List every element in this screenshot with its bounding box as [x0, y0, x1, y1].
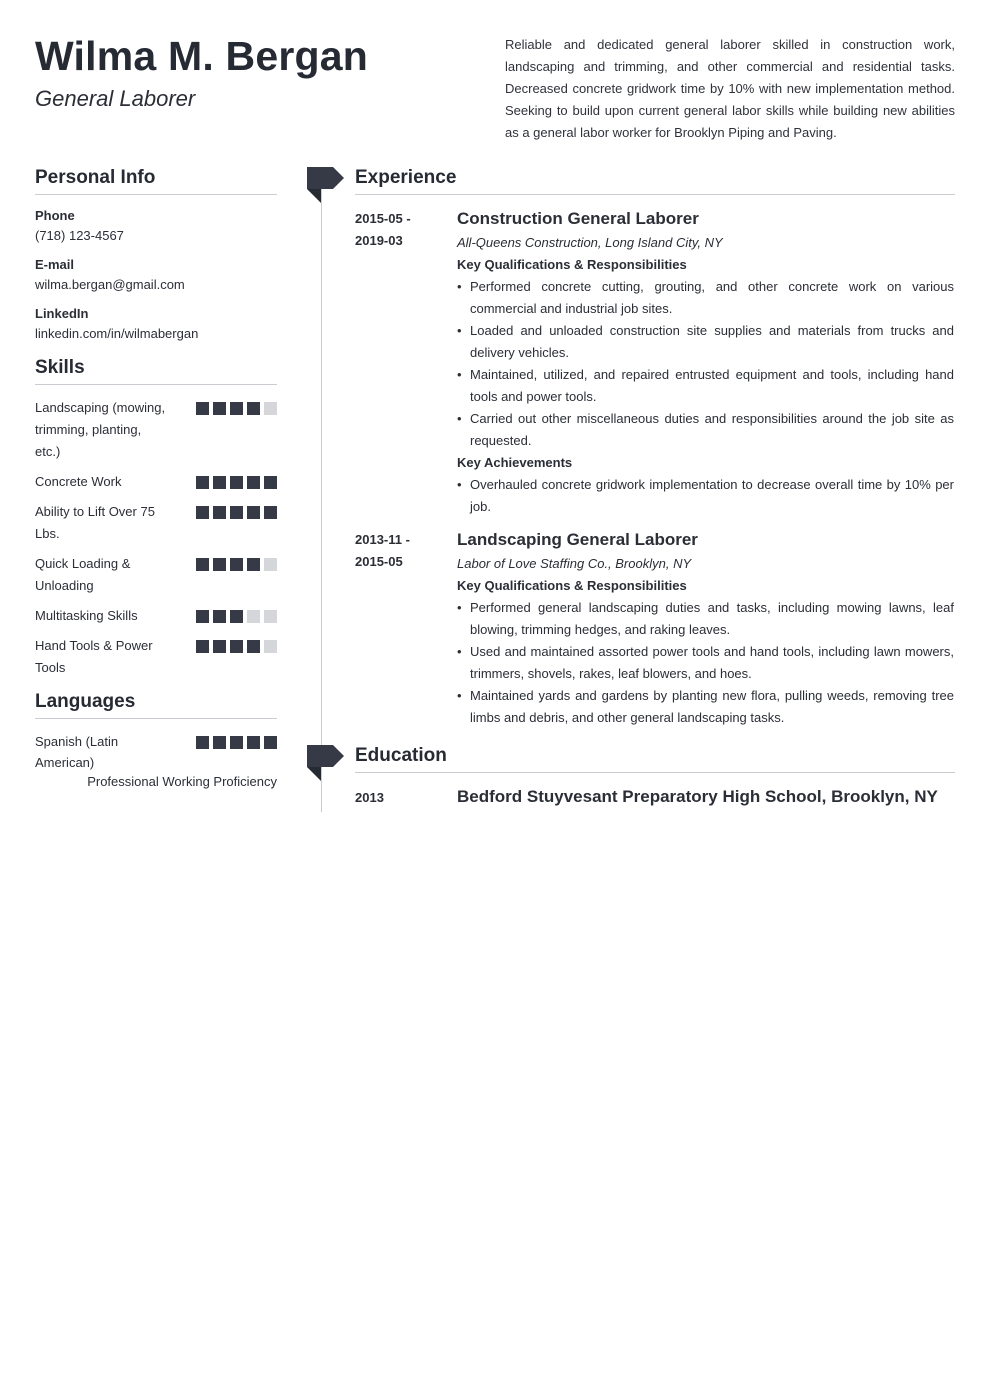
rating-dot-filled [247, 476, 260, 489]
skill-row [35, 553, 277, 597]
skill-rating [196, 506, 277, 519]
rating-dot-empty [247, 610, 260, 623]
rating-dot-filled [230, 610, 243, 623]
experience-flag-icon [307, 167, 344, 205]
rating-dot-filled [247, 402, 260, 415]
language-proficiency: Professional Working Proficiency [87, 774, 277, 789]
list-item: • Performed general landscaping duties and tasks, including mowing lawns, leaf blowing, trimming hedges, and raking leaves. [457, 597, 954, 641]
skill-name: Quick Loading & Unloading [35, 556, 131, 593]
job-date: 2013-11 - 2015-05 [355, 532, 410, 569]
personal-info-email [35, 256, 277, 296]
phone-label: Phone [35, 208, 75, 223]
job-date: 2015-05 - 2019-03 [355, 211, 411, 248]
linkedin-label: LinkedIn [35, 306, 89, 321]
personal-info-phone [35, 207, 277, 247]
job-body [457, 529, 954, 729]
skills-list [35, 397, 277, 679]
job-company: Labor of Love Staffing Co., Brooklyn, NY [457, 556, 692, 571]
rating-dot-filled [264, 506, 277, 519]
languages-list [35, 731, 277, 791]
language-row [35, 731, 277, 773]
skill-rating [196, 610, 277, 623]
rating-dot-filled [247, 640, 260, 653]
rating-dot-filled [213, 640, 226, 653]
rating-dot-filled [247, 736, 260, 749]
rating-dot-filled [213, 558, 226, 571]
phone-value: (718) 123-4567 [35, 228, 124, 243]
skill-rating [196, 476, 277, 489]
summary-paragraph: Reliable and dedicated general laborer skilled in construction work, landscaping and trimming, and other commercial and residential tasks. Decreased concrete gridwork time by 10% with new implementation method. Seeking to build upon current general labor skills while building new abilities as a general labor worker for Brooklyn Piping and Paving. [505, 37, 955, 140]
candidate-name: Wilma M. Bergan [35, 33, 368, 79]
rating-dot-filled [230, 736, 243, 749]
qualifications-heading: Key Qualifications & Responsibilities [457, 578, 687, 593]
rating-dot-empty [264, 558, 277, 571]
skill-row [35, 397, 277, 463]
experience-section [355, 167, 955, 729]
rating-dot-filled [264, 476, 277, 489]
rating-dot-filled [247, 558, 260, 571]
skill-rating [196, 558, 277, 571]
education-section [355, 745, 955, 808]
linkedin-value: linkedin.com/in/wilmabergan [35, 326, 199, 341]
skill-rating [196, 640, 277, 653]
rating-dot-filled [196, 736, 209, 749]
skills-title: Skills [35, 357, 277, 385]
rating-dot-filled [196, 610, 209, 623]
education-title: Education [355, 745, 955, 773]
education-school: Bedford Stuyvesant Preparatory High School, Brooklyn, NY [457, 787, 938, 806]
email-value: wilma.bergan@gmail.com [35, 277, 185, 292]
rating-dot-filled [213, 402, 226, 415]
rating-dot-filled [196, 640, 209, 653]
skill-row [35, 471, 277, 493]
email-label: E-mail [35, 257, 75, 272]
experience-title: Experience [355, 167, 955, 195]
rating-dot-empty [264, 610, 277, 623]
job-body [457, 208, 954, 518]
job-entry [355, 208, 955, 518]
rating-dot-filled [196, 506, 209, 519]
skill-name: Ability to Lift Over 75 Lbs. [35, 504, 155, 541]
personal-info-title: Personal Info [35, 167, 277, 195]
rating-dot-filled [213, 506, 226, 519]
timeline-line [321, 180, 322, 812]
list-item: • Loaded and unloaded construction site supplies and materials from trucks and delivery vehicles. [457, 320, 954, 364]
rating-dot-filled [213, 476, 226, 489]
rating-dot-filled [196, 476, 209, 489]
language-rating [196, 736, 277, 749]
rating-dot-filled [213, 610, 226, 623]
list-item: • Maintained yards and gardens by planting new flora, pulling weeds, removing tree limbs and debris, and other general landscaping tasks. [457, 685, 954, 729]
left-column [35, 167, 277, 791]
responsibilities-list [457, 597, 954, 729]
rating-dot-filled [230, 640, 243, 653]
job-role: General Laborer [35, 86, 196, 111]
skill-row [35, 501, 277, 545]
rating-dot-filled [230, 558, 243, 571]
skill-name: Landscaping (mowing, trimming, planting, etc.) [35, 400, 166, 459]
rating-dot-filled [230, 476, 243, 489]
skill-name: Multitasking Skills [35, 608, 138, 623]
rating-dot-filled [230, 506, 243, 519]
education-entry [355, 786, 955, 808]
rating-dot-empty [264, 402, 277, 415]
rating-dot-filled [264, 736, 277, 749]
skill-rating [196, 402, 277, 415]
language-name: Spanish (Latin American) [35, 734, 119, 770]
qualifications-heading: Key Qualifications & Responsibilities [457, 257, 687, 272]
list-item: • Used and maintained assorted power tools and hand tools, including lawn mowers, trimmers, shovels, rakes, leaf blowers, and hoes. [457, 641, 954, 685]
skill-name: Concrete Work [35, 474, 122, 489]
job-title: Construction General Laborer [457, 209, 699, 228]
job-title: Landscaping General Laborer [457, 530, 698, 549]
skill-name: Hand Tools & Power Tools [35, 638, 153, 675]
education-year: 2013 [355, 790, 384, 805]
achievements-heading: Key Achievements [457, 455, 573, 470]
rating-dot-filled [213, 736, 226, 749]
list-item: • Performed concrete cutting, grouting, and other concrete work on various commercial and industrial job sites. [457, 276, 954, 320]
skill-row [35, 635, 277, 679]
rating-dot-filled [230, 402, 243, 415]
responsibilities-list [457, 276, 954, 452]
list-item: • Overhauled concrete gridwork implementation to decrease overall time by 10% per job. [457, 474, 954, 518]
rating-dot-empty [264, 640, 277, 653]
job-entry [355, 529, 955, 729]
rating-dot-filled [196, 558, 209, 571]
languages-title: Languages [35, 691, 277, 719]
rating-dot-filled [196, 402, 209, 415]
personal-info-linkedin [35, 305, 277, 345]
skill-row [35, 605, 277, 627]
list-item: • Carried out other miscellaneous duties and responsibilities around the job site as requested. [457, 408, 954, 452]
job-company: All-Queens Construction, Long Island City, NY [457, 235, 723, 250]
achievements-list [457, 474, 954, 518]
rating-dot-filled [247, 506, 260, 519]
list-item: • Maintained, utilized, and repaired entrusted equipment and tools, including hand tools and power tools. [457, 364, 954, 408]
education-flag-icon [307, 745, 344, 783]
